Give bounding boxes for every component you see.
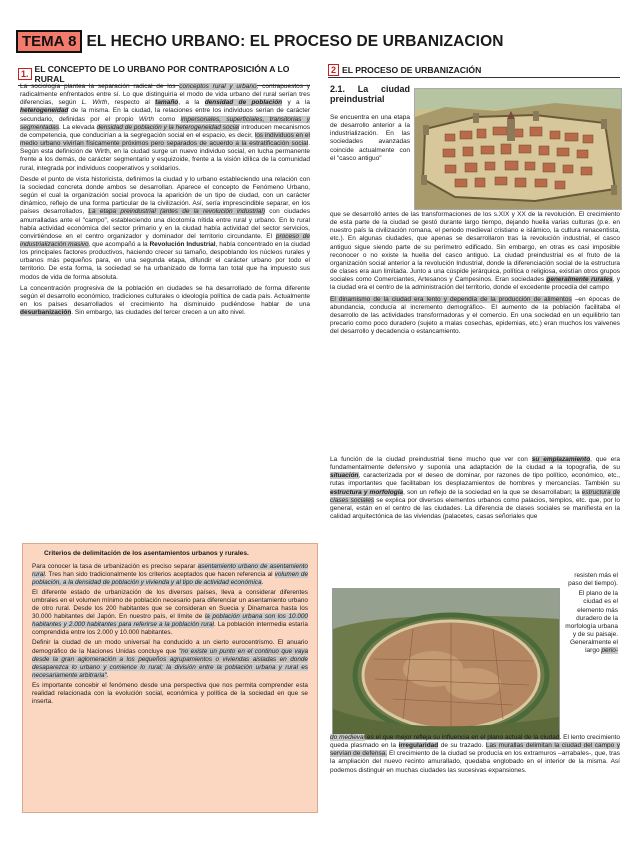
- section1-title: EL CONCEPTO DE LO URBANO POR CONTRAPOSICIÓN A LO RURAL: [34, 64, 290, 84]
- criteria-paragraph-1: Para conocer la tasa de urbanización es preciso separar asentamiento urbano de asentamiento rural. Tres han sido tradicionalmente los criterios aceptados que hacen referencia al volumen de población, a la densidad de población y vivienda y al tipo de actividad económica.: [32, 563, 308, 587]
- section2-paragraph-1: que se desarrolló antes de las transformaciones de los s.XIX y XX de la revolución. El crecimiento de esta parte de la ciudad se gestó durante largo tiempo, dejando huella varias culturas (p.e. en nuestro país la civilización romana, el periodo medieval cristiano e islámico, la cultura renacentista, etc.). En algunas ciudades, que apenas se desarrollaron tras la revolución industrial, el casco antiguo sigue siendo parte de su perímetro edificado. Sin embargo, en otras es casi imposible reconocer o no existe la huella del casco antiguo. La ciudad preindustrial es el fruto de la organización social anterior a la revolución Industrial, donde la diferenciación social de la estructura de clases era aun limitada. Junto a una cúspide jerárquica, política o religiosa, existían otros grupos sociales como Comerciantes, Artesanos y Campesinos. Eran sociedades generalmente rurales, y la ciudad era el centro de la administración del territorio, donde el excedente procedía del campo El dinamismo de la ciudad era lento y dependía de la producción de alimentos –en épocas de abundancia, conducía al incremento demográfico-. El aumento de la población facilitaba el desarrollo de las actividades transformadoras y el comercio. En una sociedad en un equilibrio tan precario como poco duradero (sujeto a malas cosechas, epidemias, etc.) eran muchos los vaivenes del desarrollo y decadencia o estancamiento.: [330, 211, 621, 336]
- topic-title: EL HECHO URBANO: EL PROCESO DE URBANIZACION: [86, 32, 504, 50]
- topic-tag: TEMA 8: [16, 30, 82, 53]
- criteria-paragraph-4: Es importante concebir el fenómeno desde una perspectiva que nos permita comprender esta realidad relacionada con la evolución social, económica y política de la sociedad en que se inserta.: [32, 681, 308, 705]
- section1-paragraph-2: Desde el punto de vista historicista, definimos la ciudad y lo urbano estableciendo una relación con la sociedad concreta donde ambos se desarrollan. Aparece el concepto de Fenómeno Urbano, según el cual la organización social provoca la aparición de un tipo de ciudad, con un carácter dinámico, reflejo de una forma particular de la civilización. Así, sería imprescindible separar, en los países desarrollados, La etapa preindustrial (antes de la revolución industrial) con ciudades amurralladas ante el "campo", estableciendo una dicotomía nítida entre rural y urbano. En lo rural había actividad económica del sector primario y en la ciudad había actividad del sector servicios, convirtiéndose en el centro organizador y dominador del territorio circundante. El proceso de industrialización masivo, que acompañó a la Revolución Industrial, había concentrado en la ciudad los principales factores productivos, haciendo crecer su tamaño, despoblando los núcleos rurales y urbanos más pequeños para, en una segunda etapa, difundir el carácter urbano por todo el territorio. De esta forma, la sociedad se ha urbanizado de forma tan total que ha impuesto sus modos de vida de forma absoluta.: [20, 175, 311, 281]
- criteria-paragraph-2: El diferente estado de urbanización de los diversos países, lleva a considerar diferentes umbrales en el volumen mínimo de población necesario para diferenciar un asentamiento urbano de otro rural. Desde los 200 habitantes que se consideran en Suecia y Dinamarca hasta los 30.000 habitantes del Japón. En nuestro país, el límite de la población urbana son los 10.000 habitantes y 2.000 habitantes para referirse a la población rural. La población intermedia estaría comprendida entre los 2.000 y 10.000 habitantes.: [32, 589, 308, 637]
- criteria-box: [22, 543, 318, 813]
- section1-paragraph-3: La concentración progresiva de la población en ciudades se ha desarrollado de forma diferente según el desarrollo económico, tradiciones culturales o ideología política de cada país. Actualmente en los países desarrollados el crecimiento ha disminuido pudiéndose hablar de una desurbanización. Sin embargo, las ciudades del tercer crecen a un alto nivel.: [20, 284, 310, 317]
- section2-wrapped-text: resisten más el paso del tiempo). El plano de la ciudad es el elemento más duradero de la morfología urbana y de su paisaje. Generalmente el largo perio-: [565, 572, 618, 655]
- page-title: [16, 30, 504, 53]
- section1-number: 1.: [18, 68, 32, 80]
- section2-paragraph-3: La función de la ciudad preindustrial tiene mucho que ver con su emplazamiento, que era fundamentalmente defensivo y suponía una adaptación de la ciudad a la topografía, de su situación, caracterizada por el deseo de dominar, por razones de tipo político, económico, etc., rutas importantes que facilitaban los desplazamientos de hombres y mercancías. También su estructura y morfología, son un reflejo de la sociedad en la que se desarrollaban; la estructura de clases sociales se explica por diversos elementos urbanos como palacios, templos, etc. que, por lo general, están en el centro de las ciudades. La diferencia de clases sociales se manifiesta en la calidad arquitectónica de las viviendas (palacetes, casas señoriales que: [330, 456, 620, 521]
- section2-paragraph-4: do medieval es el que mejor refleja su influencia en el plano actual de la ciudad. El lento crecimiento queda plasmado en la irregularidad de su trazado. Las murallas delimitan la ciudad del campo y servían de defensa. El crecimiento de la ciudad se producía en los extramuros –arrabales-, que, tras la ampliación del nuevo recinto amurallado, quedaba englobado en el interior de la misma. Así podemos distinguir en muchas ciudades las sucesivas expansiones.: [330, 734, 620, 774]
- section2-subtitle: 2.1. La ciudad preindustrial: [330, 84, 410, 104]
- aerial-walled-city-photo: [332, 588, 560, 740]
- section1-body: [20, 83, 310, 320]
- section2-number: 2: [328, 64, 339, 76]
- section2-title: EL PROCESO DE URBANIZACIÓN: [342, 65, 482, 75]
- criteria-box-title: Criterios de delimitación de los asentamientos urbanos y rurales.: [44, 550, 249, 557]
- section1-paragraph-1: La sociología plantea la separación radical de los conceptos rural y urbano, contrapuestos y radicalmente enfrentados entre sí. Lo que distinguiría el modo de vida urbano del rural serían tres diferencias, según L. Wirth, respecto al tamaño, a la densidad de población y a la heterogeneidad de la misma. En la ciudad, la relaciones entre los individuos serían de carácter secundario, definidas por el propio Wirth como impersonales, superficiales, transitorias y segmentadas. La elevada densidad de población y la heterogeneidad social introducen mecanismos de competencia, que conducirían a la segregación social en el espacio, es decir, los individuos en el medio urbano vivirían físicamente próximos pero separados de acuerdo a la estratificación social. Según esta definición de Wirth, en la ciudad surge un nuevo individuo social, en lucha permanente frente a los demás, de carácter segmentario y esquizoide, frente a la visión idílica de la comunidad rural, integrada por individuos cooperativos y solidarios.: [20, 83, 310, 172]
- walled-town-illustration: [414, 88, 622, 210]
- section2-intro: Se encuentra en una etapa de desarrollo anterior a la industrialización. En las sociedades avanzadas coincide actualmente con el "casco antiguo": [330, 114, 410, 162]
- section2-heading: [328, 64, 620, 78]
- section2-paragraph-2: El dinamismo de la ciudad era lento y dependía de la producción de alimentos –en épocas de abundancia, conducía al incremento demográfico-. El aumento de la población facilitaba el desarrollo de las actividades transformadoras y el comercio. En una sociedad en un equilibrio tan precario como poco duradero (sujeto a malas cosechas, epidemias, etc.) eran muchos los vaivenes del desarrollo y decadencia o estancamiento.: [330, 295, 621, 336]
- criteria-paragraph-3: Definir la ciudad de un modo universal ha conducido a un cierto eurocentrismo. El anuario demográfico de la Naciones Unidas concluye que "no existe un punto en el continuo que vaya desde la gran aglomeración a los pequeños agrupamientos o viviendas aisladas en donde desaparezca lo urbano y comience lo rural; la división entre la población urbana y rural es necesariamente arbitraria".: [32, 639, 309, 679]
